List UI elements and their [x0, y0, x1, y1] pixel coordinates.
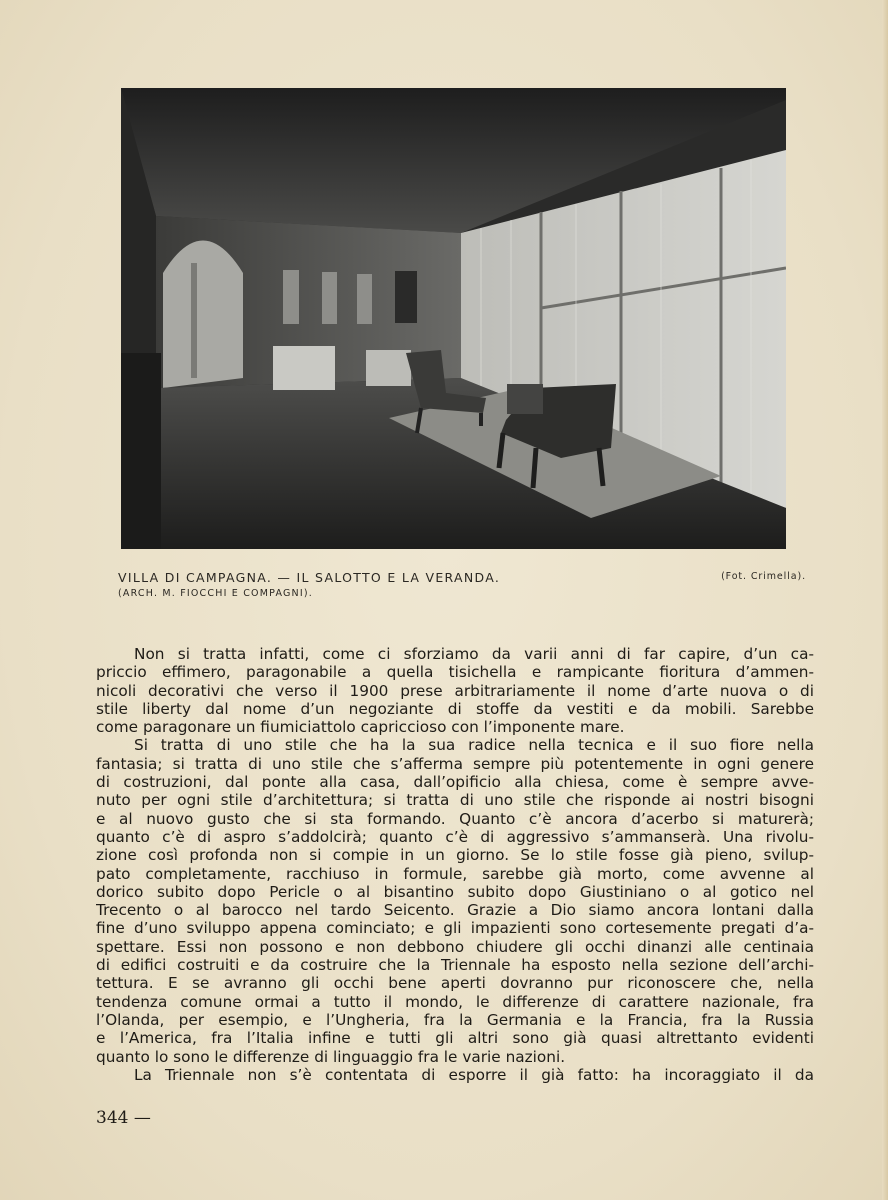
page-edge: [882, 0, 888, 1200]
text-line: pato completamente, racchiuso in formule, sarebbe già morto, come avvenne al: [96, 864, 814, 883]
photo-caption-subtitle: (ARCH. M. FIOCCHI E COMPAGNI).: [118, 588, 313, 599]
text-line: l’Olanda, per esempio, e l’Ungheria, fra la Germania e la Francia, fra la Russia: [96, 1010, 814, 1029]
text-line: dorico subito dopo Pericle o al bisantino subito dopo Giustiniano o al gotico nel: [96, 882, 814, 901]
text-line: Si tratta di uno stile che ha la sua radice nella tecnica e il suo fiore nella: [134, 736, 814, 755]
text-line: fine d’uno sviluppo appena cominciato; e gli impazienti sono cortesemente pregati d’a-: [96, 919, 814, 938]
text-line: priccio effimero, paragonabile a quella tisichella e rampicante fioritura d’ammen-: [96, 663, 814, 682]
text-line: nicoli decorativi che verso il 1900 prese arbitrariamente il nome d’arte nuova o di: [96, 681, 814, 700]
interior-photo: [121, 88, 786, 549]
text-line: zione così profonda non si compie in un giorno. Se lo stile fosse già pieno, svilup-: [96, 846, 814, 865]
text-line: fantasia; si tratta di uno stile che s’afferma sempre più potentemente in ogni genere: [96, 754, 814, 773]
text-line: quanto lo sono le differenze di linguaggio fra le varie nazioni.: [96, 1047, 566, 1066]
text-line: come paragonare un fiumiciattolo capriccioso con l’imponente mare.: [96, 718, 625, 737]
text-line: spettare. Essi non possono e non debbono chiudere gli occhi dinanzi alle centinaia: [96, 937, 814, 956]
photo-credit: (Fot. Crimella).: [721, 571, 806, 582]
text-line: di edifici costruiti e da costruire che la Triennale ha esposto nella sezione dell’archi-: [96, 956, 814, 975]
text-line: Trecento o al barocco nel tardo Seicento. Grazie a Dio siamo ancora lontani dalla: [96, 901, 814, 920]
text-line: Non si tratta infatti, come ci sforziamo da varii anni di far capire, d’un ca-: [134, 645, 814, 663]
interior-photo-icon: [121, 88, 786, 549]
text-line: nuto per ogni stile d’architettura; si tratta di uno stile che risponde ai nostri bisogni: [96, 791, 814, 810]
article-body: [96, 645, 814, 1084]
text-line: quanto c’è di aspro s’addolcirà; quanto c’è di aggressivo s’ammanserà. Una rivolu-: [96, 827, 814, 846]
photo-caption-title: VILLA DI CAMPAGNA. — IL SALOTTO E LA VERANDA.: [118, 570, 501, 585]
text-line: La Triennale non s’è contentata di esporre il già fatto: ha incoraggiato il da: [134, 1065, 814, 1084]
text-line: stile liberty dal nome d’un negoziante di stoffe da vestiti e da mobili. Sarebbe: [96, 699, 814, 718]
text-line: e al nuovo gusto che si sta formando. Quanto c’è ancora d’acerbo si maturerà;: [96, 809, 814, 828]
text-line: tettura. E se avranno gli occhi bene aperti dovranno pur riconoscere che, nella: [96, 974, 814, 993]
page-number: 344 —: [96, 1108, 151, 1128]
text-line: e l’America, fra l’Italia infine e tutti gli altri sono già quasi altrettanto evidenti: [96, 1029, 814, 1048]
text-line: tendenza comune ormai a tutto il mondo, le differenze di carattere nazionale, fra: [96, 992, 814, 1011]
text-line: di costruzioni, dal ponte alla casa, dall’opificio alla chiesa, come è sempre avve-: [96, 773, 814, 792]
